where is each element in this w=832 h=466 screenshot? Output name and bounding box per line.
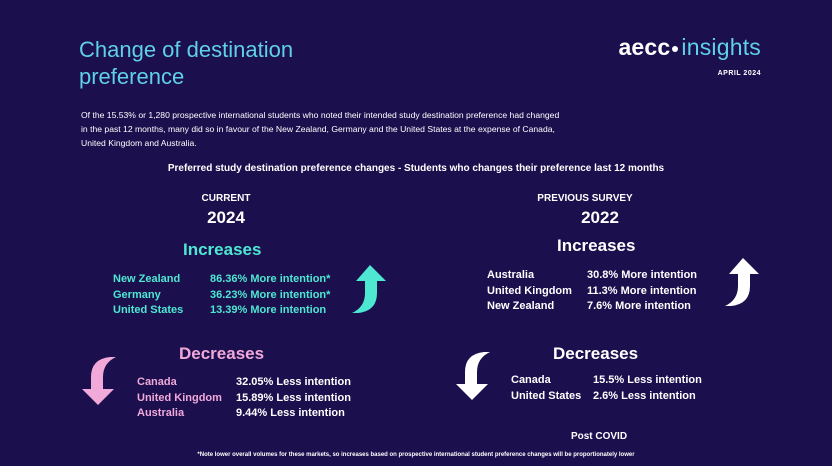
country-name: New Zealand (487, 300, 555, 312)
page-title: Change of destination preference (79, 37, 294, 89)
table-row (487, 284, 697, 300)
change-value: 86.36% More intention* (210, 273, 331, 285)
logo-brand: aecc (618, 34, 671, 60)
previous-increases-title: Increases (557, 236, 636, 255)
intro-paragraph: Of the 15.53% or 1,280 prospective international students who noted their intended study destination preference had changed in the past 12 months, many did so in favour of the New Zealand, Germany and the United States at the expense of Canada, United Kingdom and Australia. (81, 110, 560, 148)
current-decreases-title: Decreases (179, 344, 265, 363)
current-increases-title: Increases (183, 240, 262, 259)
table-row (113, 303, 330, 319)
previous-decrease-arrow-down-icon (454, 350, 494, 402)
change-value: 13.39% More intention (210, 304, 327, 316)
country-name: Australia (487, 269, 535, 281)
country-name: Canada (137, 376, 177, 388)
country-name: Canada (511, 374, 551, 386)
footnote: *Note lower overall volumes for these markets, so increases based on prospective international student preference changes will be proportionately lower (197, 452, 635, 458)
change-value: 32.05% Less intention (236, 376, 351, 388)
post-covid-note: Post COVID (570, 431, 628, 442)
change-value: 15.89% Less intention (236, 391, 351, 404)
table-row (487, 268, 697, 284)
country-name: New Zealand (113, 273, 181, 285)
section-subtitle: Preferred study destination preference changes - Students who changes their preference last 12 months (167, 163, 665, 174)
country-name: United Kingdom (487, 284, 572, 297)
country-name: United States (113, 304, 184, 316)
current-year: 2024 (207, 208, 245, 227)
table-row (511, 389, 702, 405)
previous-increase-arrow-up-icon (721, 256, 761, 308)
change-value: 9.44% Less intention (236, 407, 345, 419)
change-value: 11.3% More intention (587, 284, 697, 297)
change-value: 36.23% More intention* (210, 288, 331, 301)
country-name: Germany (113, 288, 161, 301)
country-name: United States (511, 389, 582, 402)
previous-year: 2022 (581, 208, 619, 227)
table-row (511, 373, 702, 389)
previous-decreases-table (511, 373, 702, 404)
previous-increases-table (487, 268, 697, 315)
aecc-insights-logo (618, 34, 761, 61)
country-name: Australia (137, 407, 185, 419)
change-value: 2.6% Less intention (593, 389, 696, 402)
change-value: 15.5% Less intention (593, 374, 702, 386)
logo-product: insights (681, 34, 761, 60)
current-label: CURRENT (201, 193, 251, 204)
current-decreases-table (137, 375, 351, 422)
previous-label: PREVIOUS SURVEY (537, 193, 633, 204)
current-increases-table (113, 272, 330, 319)
change-value: 30.8% More intention (587, 269, 698, 281)
table-row (137, 375, 351, 391)
country-name: United Kingdom (137, 391, 222, 404)
previous-decreases-title: Decreases (553, 344, 639, 363)
table-row (113, 272, 330, 288)
table-row (137, 391, 351, 407)
table-row (487, 299, 697, 315)
table-row (137, 406, 351, 422)
logo-dot-icon (672, 46, 678, 52)
report-date: APRIL 2024 (717, 70, 761, 77)
increase-arrow-up-icon (348, 263, 388, 315)
decrease-arrow-down-icon (80, 355, 120, 407)
table-row (113, 288, 330, 304)
change-value: 7.6% More intention (587, 300, 691, 312)
